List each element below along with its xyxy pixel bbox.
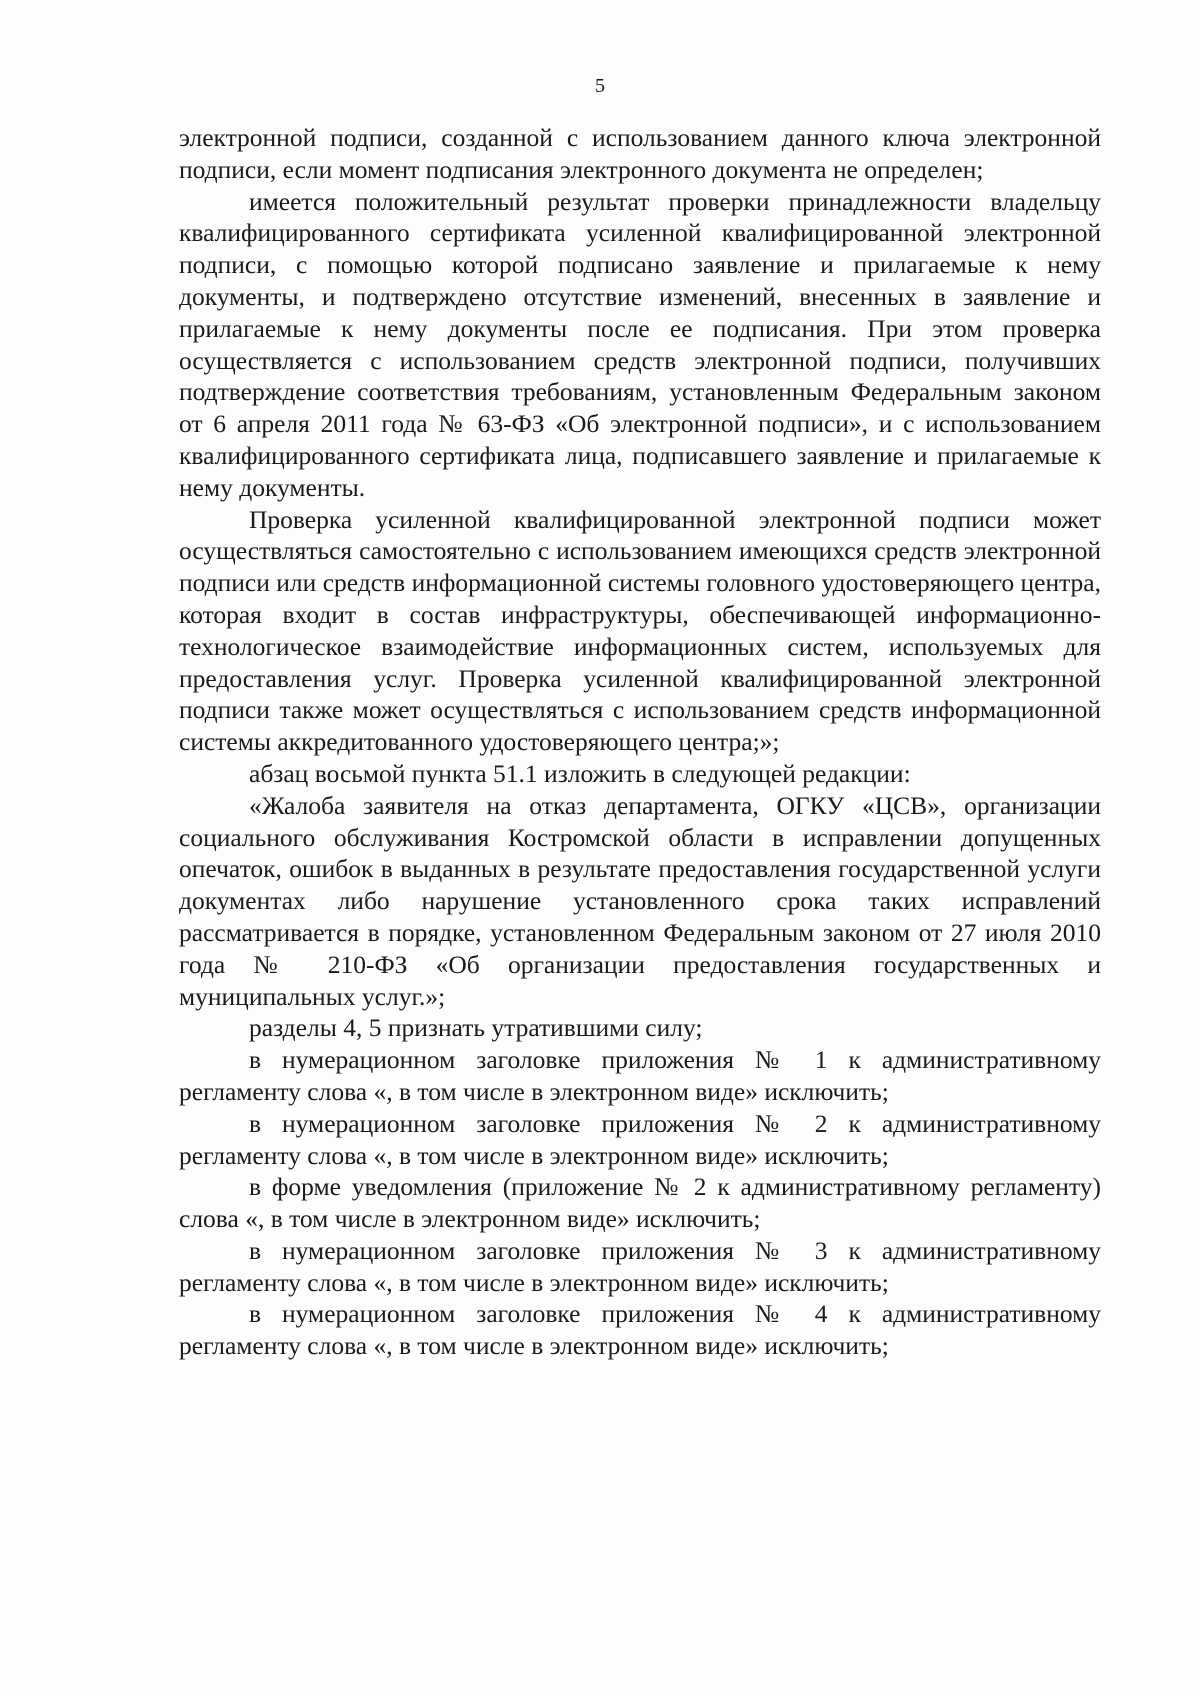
paragraph-continuation: электронной подписи, созданной с использованием данного ключа электронной подписи, если момент подписания электронного документа не определен; (179, 123, 1101, 184)
paragraph-complaint: «Жалоба заявителя на отказ департамента, ОГКУ «ЦСВ», организации социального обслуживания Костромской области в исправлении допущенных опечаток, ошибок в выданных в результате предоставления государственной услуги документах либо нарушение установленного срока таких исправлений рассматривается в порядке, установленном Федеральным законом от 27 июля 2010 года № 210-ФЗ «Об организации предоставления государственных и муниципальных услуг.»; (179, 790, 1101, 1011)
document-body (179, 122, 1101, 1362)
paragraph-appendix-2: в нумерационном заголовке приложения № 2 к административному регламенту слова «, в том числе в электронном виде» исключить; (179, 1108, 1101, 1170)
paragraph-sections-repealed: разделы 4, 5 признать утратившими силу; (249, 1013, 703, 1043)
paragraph-appendix-1: в нумерационном заголовке приложения № 1 к административному регламенту слова «, в том числе в электронном виде» исключить; (179, 1045, 1101, 1106)
page-number: 5 (595, 75, 605, 97)
paragraph-appendix-4: в нумерационном заголовке приложения № 4 к административному регламенту слова «, в том числе в электронном виде» исключить; (179, 1299, 1101, 1361)
paragraph-signature-check: имеется положительный результат проверки принадлежности владельцу квалифицированного сертификата усиленной квалифицированной электронной подписи, с помощью которой подписано заявление и прилагаемые к нему документы, и подтверждено отсутствие изменений, внесенных в заявление и прилагаемые к нему документы после ее подписания. При этом проверка осуществляется с использованием средств электронной подписи, получивших подтверждение соответствия требованиям, установленным Федеральным законом от 6 апреля 2011 года № 63-ФЗ «Об электронной подписи», и с использованием квалифицированного сертификата лица, подписавшего заявление и прилагаемые к нему документы. (179, 186, 1101, 502)
paragraph-amendment-51-1: абзац восьмой пункта 51.1 изложить в следующей редакции: (249, 758, 911, 788)
paragraph-verification: Проверка усиленной квалифицированной электронной подписи может осуществляться самостоятельно с использованием имеющихся средств электронной подписи или средств информационной системы головного удостоверяющего центра, которая входит в состав инфраструктуры, обеспечивающей информационно-технологическое взаимодействие информационных систем, используемых для предоставления услуг. Проверка усиленной квалифицированной электронной подписи также может осуществляться с использованием средств информационной системы аккредитованного удостоверяющего центра;»; (179, 504, 1101, 757)
paragraph-notification-form: в форме уведомления (приложение № 2 к административному регламенту) слова «, в том числе в электронном виде» исключить; (179, 1172, 1101, 1234)
paragraph-appendix-3: в нумерационном заголовке приложения № 3 к административному регламенту слова «, в том числе в электронном виде» исключить; (179, 1235, 1101, 1297)
